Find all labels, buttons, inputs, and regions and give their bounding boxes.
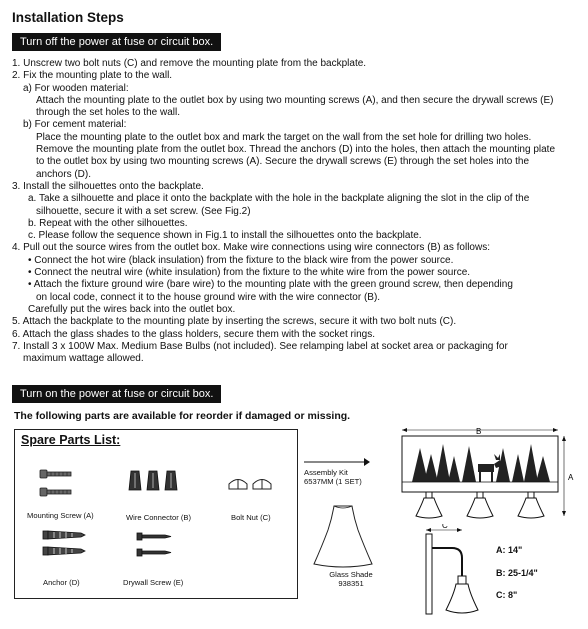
installation-steps xyxy=(12,58,586,365)
step-2a-text: Attach the mounting plate to the outlet box by using two mounting screws (A), and then secure the drywall screws (E) xyxy=(36,94,554,106)
bolt-nut-label: Bolt Nut (C) xyxy=(231,513,271,522)
anchor-label: Anchor (D) xyxy=(43,578,80,587)
step-2b-text: to the outlet box by using two mounting screws (A). Secure the drywall screws (E) through the set holes into the xyxy=(36,156,530,168)
drywall-screw-icon xyxy=(135,530,175,562)
step-4-bullet: • Connect the hot wire (black insulation) from the fixture to the black wire from the power source. xyxy=(28,254,454,266)
bolt-nut-icon xyxy=(227,474,277,492)
step-3: 3. Install the silhouettes onto the backplate. xyxy=(12,180,204,192)
spare-parts-panel xyxy=(14,429,298,599)
mounting-screw-label: Mounting Screw (A) xyxy=(27,511,94,520)
fixture-front-diagram xyxy=(398,424,584,522)
dim-a-marker: A xyxy=(568,473,574,482)
drywall-screw-label: Drywall Screw (E) xyxy=(123,578,184,587)
fixture-side-diagram xyxy=(418,524,484,626)
arrow-icon xyxy=(302,456,372,468)
assembly-kit-label: Assembly Kit 6537MM (1 SET) xyxy=(304,468,362,486)
page-title: Installation Steps xyxy=(12,10,124,25)
step-5: 5. Attach the backplate to the mounting plate by inserting the screws, secure it with two bolt nuts (C). xyxy=(12,316,457,328)
step-4-bullet: • Connect the neutral wire (white insulation) from the fixture to the white wire from the power source. xyxy=(28,267,471,279)
reorder-note: The following parts are available for reorder if damaged or missing. xyxy=(14,410,351,422)
dim-c-marker: C xyxy=(442,524,448,530)
mounting-screw-icon xyxy=(37,464,77,504)
anchor-icon xyxy=(41,527,89,561)
step-2b: b) For cement material: xyxy=(23,119,127,131)
power-on-banner: Turn on the power at fuse or circuit box. xyxy=(12,385,221,403)
step-7-text: maximum wattage allowed. xyxy=(23,353,144,365)
wire-connector-label: Wire Connector (B) xyxy=(126,513,191,522)
step-2a-text: through the set holes to the wall. xyxy=(36,107,180,119)
step-6: 6. Attach the glass shades to the glass holders, secure them with the socket rings. xyxy=(12,328,375,340)
step-3a-text: silhouette, secure it with a set screw. (See Fig.2) xyxy=(36,205,251,217)
glass-shade-icon xyxy=(312,504,374,568)
step-4-bullet: • Attach the fixture ground wire (bare wire) to the mounting plate with the green ground screw, then depending xyxy=(28,279,513,291)
dimension-b: B: 25-1/4" xyxy=(496,568,538,578)
step-2b-text: Place the mounting plate to the outlet box and mark the target on the wall from the set hole for drilling two holes. xyxy=(36,131,532,143)
step-2b-text: Remove the mounting plate from the outlet box. Thread the anchors (D) into the holes, then attach the mounting plate xyxy=(36,144,556,156)
dimension-c: C: 8" xyxy=(496,590,518,600)
step-4: 4. Pull out the source wires from the outlet box. Make wire connections using wire connectors (B) as follows: xyxy=(12,242,490,254)
dim-b-marker: B xyxy=(476,427,482,436)
spare-parts-heading: Spare Parts List: xyxy=(21,433,121,447)
step-7: 7. Install 3 x 100W Max. Medium Base Bulbs (not included). See relamping label at socket area or packaging for xyxy=(12,340,508,352)
dimension-a: A: 14" xyxy=(496,545,523,555)
power-off-banner: Turn off the power at fuse or circuit box. xyxy=(12,33,221,51)
step-2a: a) For wooden material: xyxy=(23,82,129,94)
step-3b: b. Repeat with the other silhouettes. xyxy=(28,217,188,229)
step-4-bullet-text: on local code, connect it to the house ground wire with the wire connector (B). xyxy=(36,291,381,303)
glass-shade-label: Glass Shade 938351 xyxy=(329,570,373,588)
step-3a: a. Take a silhouette and place it onto the backplate with the hole in the backplate aligning the slot in the clip of the xyxy=(28,193,530,205)
step-2: 2. Fix the mounting plate to the wall. xyxy=(12,70,173,82)
step-4-note: Carefully put the wires back into the outlet box. xyxy=(28,303,236,315)
step-2b-text: anchors (D). xyxy=(36,168,92,180)
wire-connector-icon xyxy=(125,468,185,492)
step-3c: c. Please follow the sequence shown in Fig.1 to install the silhouettes onto the backplate. xyxy=(28,230,422,242)
step-1: 1. Unscrew two bolt nuts (C) and remove the mounting plate from the backplate. xyxy=(12,58,367,69)
